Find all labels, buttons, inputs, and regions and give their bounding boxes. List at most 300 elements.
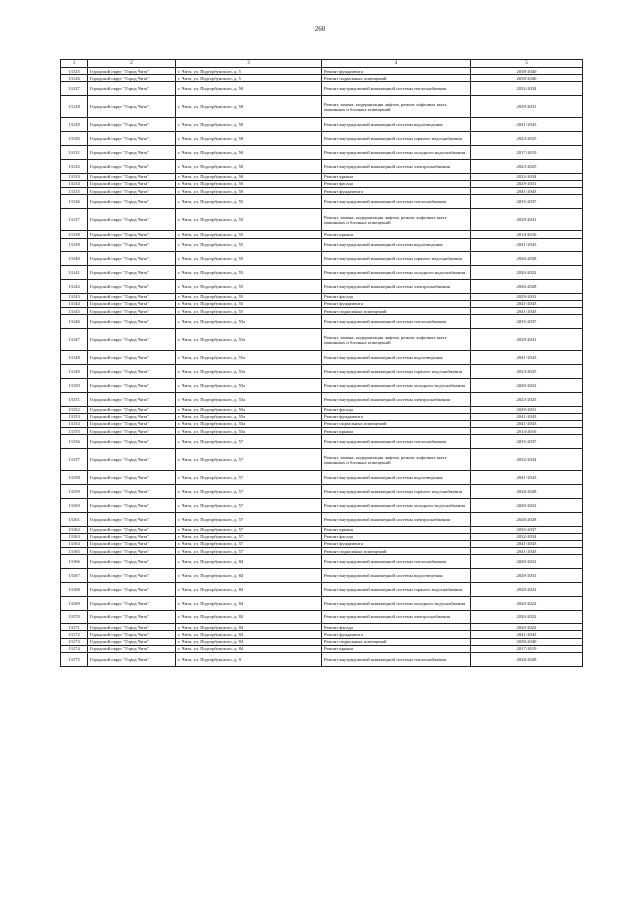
table-row: [61, 392, 583, 406]
table-row: [61, 413, 583, 420]
work-type-cell: Ремонт, замена, модернизация лифтов, ремонт лифтовых шахт, машинных и блочных помещений: [322, 96, 471, 118]
period-cell: 2041-2043: [471, 188, 583, 195]
address-cell: г. Чита, ул. Подгорбунского, д. 50: [176, 118, 322, 132]
work-type-cell: Ремонт фасада: [322, 180, 471, 187]
address-cell: г. Чита, ул. Подгорбунского, д. 84: [176, 610, 322, 624]
work-type-cell: Ремонт внутридомовой инженерной системы горячего водоснабжения: [322, 252, 471, 266]
row-number: 13168: [61, 582, 88, 596]
period-cell: 2041-2043: [471, 540, 583, 547]
period-cell: 2041-2043: [471, 308, 583, 315]
table-row: [61, 645, 583, 652]
address-cell: г. Чита, ул. Подгорбунского, д. 57: [176, 471, 322, 485]
municipality-cell: Городской округ "Город Чита": [88, 485, 176, 499]
table-row: [61, 638, 583, 645]
row-number: 13149: [61, 365, 88, 379]
work-type-cell: Ремонт внутридомовой инженерной системы электроснабжения: [322, 279, 471, 293]
row-number: 13156: [61, 435, 88, 449]
municipality-cell: Городской округ "Город Чита": [88, 252, 176, 266]
address-cell: г. Чита, ул. Подгорбунского, д. 55а: [176, 378, 322, 392]
period-cell: 2020-2022: [471, 610, 583, 624]
table-body: [61, 60, 583, 667]
work-type-cell: Ремонт внутридомовой инженерной системы теплоснабжения: [322, 315, 471, 329]
work-type-cell: Ремонт подвальных помещений: [322, 548, 471, 555]
row-number: 13163: [61, 533, 88, 540]
work-type-cell: Ремонт внутридомовой инженерной системы холодного водоснабжения: [322, 378, 471, 392]
work-type-cell: Ремонт внутридомовой инженерной системы холодного водоснабжения: [322, 498, 471, 512]
row-number: 13159: [61, 485, 88, 499]
period-cell: 2041-2043: [471, 631, 583, 638]
period-cell: 2020-2022: [471, 498, 583, 512]
period-cell: 2026-2028: [471, 512, 583, 526]
period-cell: 2038-2040: [471, 75, 583, 82]
address-cell: г. Чита, ул. Подгорбунского, д. 55а: [176, 413, 322, 420]
period-cell: 2029-2031: [471, 96, 583, 118]
table-row: [61, 485, 583, 499]
work-type-cell: Ремонт внутридомовой инженерной системы электроснабжения: [322, 392, 471, 406]
work-type-cell: Ремонт внутридомовой инженерной системы теплоснабжения: [322, 82, 471, 96]
row-number: 13167: [61, 569, 88, 583]
address-cell: г. Чита, ул. Подгорбунского, д. 55а: [176, 329, 322, 351]
table-row: [61, 420, 583, 427]
municipality-cell: Городской округ "Город Чита": [88, 96, 176, 118]
municipality-cell: Городской округ "Город Чита": [88, 428, 176, 435]
table-row: [61, 266, 583, 280]
work-type-cell: Ремонт, замена, модернизация лифтов, ремонт лифтовых шахт, машинных и блочных помещений: [322, 209, 471, 231]
municipality-cell: Городской округ "Город Чита": [88, 413, 176, 420]
municipality-cell: Городской округ "Город Чита": [88, 449, 176, 471]
period-cell: 2041-2043: [471, 300, 583, 307]
table-row: [61, 471, 583, 485]
row-number: 13126: [61, 75, 88, 82]
row-number: 13148: [61, 351, 88, 365]
row-number: 13143: [61, 293, 88, 300]
row-number: 13142: [61, 279, 88, 293]
address-cell: г. Чита, ул. Подгорбунского, д. 55а: [176, 351, 322, 365]
work-type-cell: Ремонт внутридомовой инженерной системы холодного водоснабжения: [322, 596, 471, 610]
address-cell: г. Чита, ул. Подгорбунского, д. 50: [176, 180, 322, 187]
period-cell: 2038-2040: [471, 638, 583, 645]
address-cell: г. Чита, ул. Подгорбунского, д. 57: [176, 485, 322, 499]
row-number: 13132: [61, 159, 88, 173]
work-type-cell: Ремонт внутридомовой инженерной системы водоотведения: [322, 471, 471, 485]
address-cell: г. Чита, ул. Подгорбунского, д. 5: [176, 68, 322, 75]
address-cell: г. Чита, ул. Подгорбунского, д. 50: [176, 96, 322, 118]
row-number: 13157: [61, 449, 88, 471]
period-cell: 2041-2043: [471, 238, 583, 252]
municipality-cell: Городской округ "Город Чита": [88, 329, 176, 351]
address-cell: г. Чита, ул. Подгорбунского, д. 84: [176, 555, 322, 569]
work-type-cell: Ремонт подвальных помещений: [322, 75, 471, 82]
table-row: [61, 195, 583, 209]
municipality-cell: Городской округ "Город Чита": [88, 209, 176, 231]
address-cell: г. Чита, ул. Подгорбунского, д. 55: [176, 266, 322, 280]
table-row: [61, 293, 583, 300]
work-type-cell: Ремонт внутридомовой инженерной системы теплоснабжения: [322, 653, 471, 667]
table-row: [61, 173, 583, 180]
work-type-cell: Ремонт внутридомовой инженерной системы теплоснабжения: [322, 555, 471, 569]
address-cell: г. Чита, ул. Подгорбунского, д. 55а: [176, 420, 322, 427]
municipality-cell: Городской округ "Город Чита": [88, 555, 176, 569]
address-cell: г. Чита, ул. Подгорбунского, д. 55а: [176, 406, 322, 413]
row-number: 13161: [61, 512, 88, 526]
work-type-cell: Ремонт фасада: [322, 533, 471, 540]
work-type-cell: Ремонт крыши: [322, 428, 471, 435]
period-cell: 2020-2022: [471, 266, 583, 280]
row-number: 13133: [61, 173, 88, 180]
work-type-cell: Ремонт внутридомовой инженерной системы горячего водоснабжения: [322, 582, 471, 596]
period-cell: 2017-2019: [471, 645, 583, 652]
row-number: 13135: [61, 188, 88, 195]
municipality-cell: Городской округ "Город Чита": [88, 631, 176, 638]
period-cell: 2017-2019: [471, 146, 583, 160]
address-cell: г. Чита, ул. Подгорбунского, д. 5: [176, 75, 322, 82]
work-type-cell: Ремонт фундамента: [322, 188, 471, 195]
row-number: 13136: [61, 195, 88, 209]
municipality-cell: Городской округ "Город Чита": [88, 638, 176, 645]
row-number: 13128: [61, 96, 88, 118]
table-row: [61, 596, 583, 610]
work-type-cell: Ремонт внутридомовой инженерной системы водоотведения: [322, 238, 471, 252]
table-row: [61, 512, 583, 526]
period-cell: 2026-2028: [471, 279, 583, 293]
address-cell: г. Чита, ул. Подгорбунского, д. 55: [176, 209, 322, 231]
municipality-cell: Городской округ "Город Чита": [88, 569, 176, 583]
work-type-cell: Ремонт фундамента: [322, 68, 471, 75]
work-type-cell: Ремонт внутридомовой инженерной системы теплоснабжения: [322, 435, 471, 449]
period-cell: 2020-2022: [471, 555, 583, 569]
period-cell: 2041-2043: [471, 548, 583, 555]
row-number: 13125: [61, 68, 88, 75]
work-type-cell: Ремонт внутридомовой инженерной системы теплоснабжения: [322, 195, 471, 209]
municipality-cell: Городской округ "Город Чита": [88, 378, 176, 392]
table-row: [61, 449, 583, 471]
work-type-cell: Ремонт внутридомовой инженерной системы холодного водоснабжения: [322, 266, 471, 280]
address-cell: г. Чита, ул. Подгорбунского, д. 57: [176, 498, 322, 512]
table-row: [61, 132, 583, 146]
municipality-cell: Городской округ "Город Чита": [88, 498, 176, 512]
table-row: [61, 209, 583, 231]
column-header: 1: [61, 60, 88, 68]
table-row: [61, 96, 583, 118]
work-type-cell: Ремонт внутридомовой инженерной системы водоотведения: [322, 351, 471, 365]
row-number: 13172: [61, 631, 88, 638]
work-type-cell: Ремонт внутридомовой инженерной системы водоотведения: [322, 569, 471, 583]
work-type-cell: Ремонт фундамента: [322, 413, 471, 420]
municipality-cell: Городской округ "Город Чита": [88, 610, 176, 624]
row-number: 13145: [61, 308, 88, 315]
work-type-cell: Ремонт крыши: [322, 231, 471, 238]
table-row: [61, 610, 583, 624]
period-cell: 2038-2040: [471, 68, 583, 75]
municipality-cell: Городской округ "Город Чита": [88, 645, 176, 652]
work-type-cell: Ремонт внутридомовой инженерной системы горячего водоснабжения: [322, 365, 471, 379]
row-number: 13129: [61, 118, 88, 132]
municipality-cell: Городской округ "Город Чита": [88, 195, 176, 209]
municipality-cell: Городской округ "Город Чита": [88, 293, 176, 300]
address-cell: г. Чита, ул. Подгорбунского, д. 84: [176, 645, 322, 652]
municipality-cell: Городской округ "Город Чита": [88, 132, 176, 146]
municipality-cell: Городской округ "Город Чита": [88, 266, 176, 280]
municipality-cell: Городской округ "Город Чита": [88, 533, 176, 540]
column-header: 3: [176, 60, 322, 68]
municipality-cell: Городской округ "Город Чита": [88, 279, 176, 293]
row-number: 13147: [61, 329, 88, 351]
municipality-cell: Городской округ "Город Чита": [88, 188, 176, 195]
period-cell: 2029-2031: [471, 209, 583, 231]
municipality-cell: Городской округ "Город Чита": [88, 173, 176, 180]
municipality-cell: Городской округ "Город Чита": [88, 548, 176, 555]
period-cell: 2023-2025: [471, 159, 583, 173]
period-cell: 2026-2028: [471, 252, 583, 266]
work-type-cell: Ремонт подвальных помещений: [322, 420, 471, 427]
table-row: [61, 308, 583, 315]
address-cell: г. Чита, ул. Подгорбунского, д. 55а: [176, 392, 322, 406]
table-row: [61, 329, 583, 351]
table-row: [61, 231, 583, 238]
row-number: 13173: [61, 638, 88, 645]
period-cell: 2029-2031: [471, 293, 583, 300]
address-cell: г. Чита, ул. Подгорбунского, д. 50: [176, 132, 322, 146]
work-type-cell: Ремонт, замена, модернизация лифтов, ремонт лифтовых шахт, машинных и блочных помещений: [322, 449, 471, 471]
address-cell: г. Чита, ул. Подгорбунского, д. 57: [176, 526, 322, 533]
municipality-cell: Городской округ "Город Чита": [88, 351, 176, 365]
table-row: [61, 238, 583, 252]
municipality-cell: Городской округ "Город Чита": [88, 82, 176, 96]
period-cell: 2029-2031: [471, 406, 583, 413]
period-cell: 2035-2037: [471, 526, 583, 533]
period-cell: 2035-2037: [471, 315, 583, 329]
column-header: 5: [471, 60, 583, 68]
row-number: 13131: [61, 146, 88, 160]
table-row: [61, 315, 583, 329]
work-type-cell: Ремонт фундамента: [322, 631, 471, 638]
period-cell: 2020-2022: [471, 624, 583, 631]
row-number: 13175: [61, 653, 88, 667]
work-type-cell: Ремонт внутридомовой инженерной системы горячего водоснабжения: [322, 485, 471, 499]
row-number: 13146: [61, 315, 88, 329]
address-cell: г. Чита, ул. Подгорбунского, д. 57: [176, 435, 322, 449]
period-cell: 2023-2025: [471, 392, 583, 406]
address-cell: г. Чита, ул. Подгорбунского, д. 50: [176, 159, 322, 173]
row-number: 13137: [61, 209, 88, 231]
period-cell: 2032-2034: [471, 449, 583, 471]
address-cell: г. Чита, ул. Подгорбунского, д. 55: [176, 252, 322, 266]
table-row: [61, 252, 583, 266]
period-cell: 2041-2043: [471, 420, 583, 427]
row-number: 13150: [61, 378, 88, 392]
address-cell: г. Чита, ул. Подгорбунского, д. 9: [176, 653, 322, 667]
municipality-cell: Городской округ "Город Чита": [88, 118, 176, 132]
repair-schedule-table: [60, 59, 583, 667]
municipality-cell: Городской округ "Город Чита": [88, 238, 176, 252]
row-number: 13144: [61, 300, 88, 307]
table-row: [61, 498, 583, 512]
address-cell: г. Чита, ул. Подгорбунского, д. 50: [176, 173, 322, 180]
period-cell: 2032-2034: [471, 82, 583, 96]
work-type-cell: Ремонт подвальных помещений: [322, 638, 471, 645]
municipality-cell: Городской округ "Город Чита": [88, 146, 176, 160]
municipality-cell: Городской округ "Город Чита": [88, 512, 176, 526]
address-cell: г. Чита, ул. Подгорбунского, д. 84: [176, 638, 322, 645]
municipality-cell: Городской округ "Город Чита": [88, 526, 176, 533]
table-row: [61, 569, 583, 583]
row-number: 13152: [61, 406, 88, 413]
row-number: 13134: [61, 180, 88, 187]
table-row: [61, 555, 583, 569]
period-cell: 2020-2022: [471, 582, 583, 596]
municipality-cell: Городской округ "Город Чита": [88, 75, 176, 82]
period-cell: 2032-2034: [471, 173, 583, 180]
municipality-cell: Городской округ "Город Чита": [88, 624, 176, 631]
period-cell: 2014-2016: [471, 428, 583, 435]
period-cell: 2026-2028: [471, 653, 583, 667]
municipality-cell: Городской округ "Город Чита": [88, 68, 176, 75]
row-number: 13155: [61, 428, 88, 435]
table-row: [61, 435, 583, 449]
municipality-cell: Городской округ "Город Чита": [88, 180, 176, 187]
period-cell: 2032-2034: [471, 533, 583, 540]
work-type-cell: Ремонт крыши: [322, 526, 471, 533]
period-cell: 2020-2022: [471, 596, 583, 610]
address-cell: г. Чита, ул. Подгорбунского, д. 57: [176, 533, 322, 540]
row-number: 13174: [61, 645, 88, 652]
table-row: [61, 624, 583, 631]
table-row: [61, 146, 583, 160]
address-cell: г. Чита, ул. Подгорбунского, д. 84: [176, 631, 322, 638]
address-cell: г. Чита, ул. Подгорбунского, д. 55: [176, 231, 322, 238]
address-cell: г. Чита, ул. Подгорбунского, д. 50: [176, 146, 322, 160]
address-cell: г. Чита, ул. Подгорбунского, д. 57: [176, 540, 322, 547]
work-type-cell: Ремонт фасада: [322, 293, 471, 300]
table-row: [61, 351, 583, 365]
address-cell: г. Чита, ул. Подгорбунского, д. 84: [176, 624, 322, 631]
table-row: [61, 159, 583, 173]
row-number: 13138: [61, 231, 88, 238]
address-cell: г. Чита, ул. Подгорбунского, д. 84: [176, 596, 322, 610]
row-number: 13169: [61, 596, 88, 610]
address-cell: г. Чита, ул. Подгорбунского, д. 50: [176, 82, 322, 96]
municipality-cell: Городской округ "Город Чита": [88, 435, 176, 449]
address-cell: г. Чита, ул. Подгорбунского, д. 55: [176, 279, 322, 293]
address-cell: г. Чита, ул. Подгорбунского, д. 57: [176, 449, 322, 471]
row-number: 13160: [61, 498, 88, 512]
table-row: [61, 82, 583, 96]
period-cell: 2041-2043: [471, 118, 583, 132]
period-cell: 2041-2043: [471, 351, 583, 365]
table-row: [61, 526, 583, 533]
table-row: [61, 365, 583, 379]
address-cell: г. Чита, ул. Подгорбунского, д. 55: [176, 238, 322, 252]
address-cell: г. Чита, ул. Подгорбунского, д. 57: [176, 512, 322, 526]
period-cell: 2020-2022: [471, 378, 583, 392]
work-type-cell: Ремонт крыши: [322, 645, 471, 652]
municipality-cell: Городской округ "Город Чита": [88, 596, 176, 610]
table-row: [61, 582, 583, 596]
row-number: 13158: [61, 471, 88, 485]
period-cell: 2023-2025: [471, 365, 583, 379]
municipality-cell: Городской округ "Город Чита": [88, 315, 176, 329]
address-cell: г. Чита, ул. Подгорбунского, д. 55: [176, 308, 322, 315]
row-number: 13151: [61, 392, 88, 406]
address-cell: г. Чита, ул. Подгорбунского, д. 57: [176, 548, 322, 555]
table-row: [61, 188, 583, 195]
table-row: [61, 406, 583, 413]
row-number: 13165: [61, 548, 88, 555]
work-type-cell: Ремонт крыши: [322, 173, 471, 180]
municipality-cell: Городской округ "Город Чита": [88, 392, 176, 406]
table-row: [61, 631, 583, 638]
table-header-row: [61, 60, 583, 68]
address-cell: г. Чита, ул. Подгорбунского, д. 55: [176, 293, 322, 300]
table-row: [61, 428, 583, 435]
table-row: [61, 300, 583, 307]
period-cell: 2041-2043: [471, 471, 583, 485]
table-row: [61, 378, 583, 392]
column-header: 4: [322, 60, 471, 68]
address-cell: г. Чита, ул. Подгорбунского, д. 55: [176, 300, 322, 307]
page-number: 260: [314, 25, 326, 33]
row-number: 13141: [61, 266, 88, 280]
period-cell: 2029-2031: [471, 569, 583, 583]
municipality-cell: Городской округ "Город Чита": [88, 365, 176, 379]
work-type-cell: Ремонт подвальных помещений: [322, 308, 471, 315]
table-row: [61, 653, 583, 667]
period-cell: 2014-2016: [471, 231, 583, 238]
work-type-cell: Ремонт внутридомовой инженерной системы электроснабжения: [322, 512, 471, 526]
period-cell: 2035-2037: [471, 195, 583, 209]
table-row: [61, 118, 583, 132]
work-type-cell: Ремонт фасада: [322, 624, 471, 631]
table-row: [61, 540, 583, 547]
period-cell: 2041-2043: [471, 413, 583, 420]
table-row: [61, 279, 583, 293]
municipality-cell: Городской округ "Город Чита": [88, 653, 176, 667]
municipality-cell: Городской округ "Город Чита": [88, 406, 176, 413]
table-row: [61, 68, 583, 75]
table-row: [61, 548, 583, 555]
address-cell: г. Чита, ул. Подгорбунского, д. 84: [176, 569, 322, 583]
table-row: [61, 180, 583, 187]
work-type-cell: Ремонт, замена, модернизация лифтов, ремонт лифтовых шахт, машинных и блочных помещений: [322, 329, 471, 351]
address-cell: г. Чита, ул. Подгорбунского, д. 55а: [176, 365, 322, 379]
period-cell: 2035-2037: [471, 435, 583, 449]
work-type-cell: Ремонт внутридомовой инженерной системы холодного водоснабжения: [322, 146, 471, 160]
period-cell: 2029-2031: [471, 180, 583, 187]
work-type-cell: Ремонт фундамента: [322, 300, 471, 307]
municipality-cell: Городской округ "Город Чита": [88, 159, 176, 173]
row-number: 13153: [61, 413, 88, 420]
address-cell: г. Чита, ул. Подгорбунского, д. 55а: [176, 428, 322, 435]
municipality-cell: Городской округ "Город Чита": [88, 540, 176, 547]
municipality-cell: Городской округ "Город Чита": [88, 231, 176, 238]
work-type-cell: Ремонт внутридомовой инженерной системы электроснабжения: [322, 159, 471, 173]
period-cell: 2026-2028: [471, 485, 583, 499]
municipality-cell: Городской округ "Город Чита": [88, 471, 176, 485]
row-number: 13171: [61, 624, 88, 631]
row-number: 13127: [61, 82, 88, 96]
work-type-cell: Ремонт внутридомовой инженерной системы электроснабжения: [322, 610, 471, 624]
row-number: 13164: [61, 540, 88, 547]
work-type-cell: Ремонт фасада: [322, 406, 471, 413]
address-cell: г. Чита, ул. Подгорбунского, д. 55: [176, 195, 322, 209]
column-header: 2: [88, 60, 176, 68]
row-number: 13139: [61, 238, 88, 252]
row-number: 13130: [61, 132, 88, 146]
period-cell: 2023-2025: [471, 132, 583, 146]
address-cell: г. Чита, ул. Подгорбунского, д. 55а: [176, 315, 322, 329]
table-row: [61, 75, 583, 82]
table-row: [61, 533, 583, 540]
